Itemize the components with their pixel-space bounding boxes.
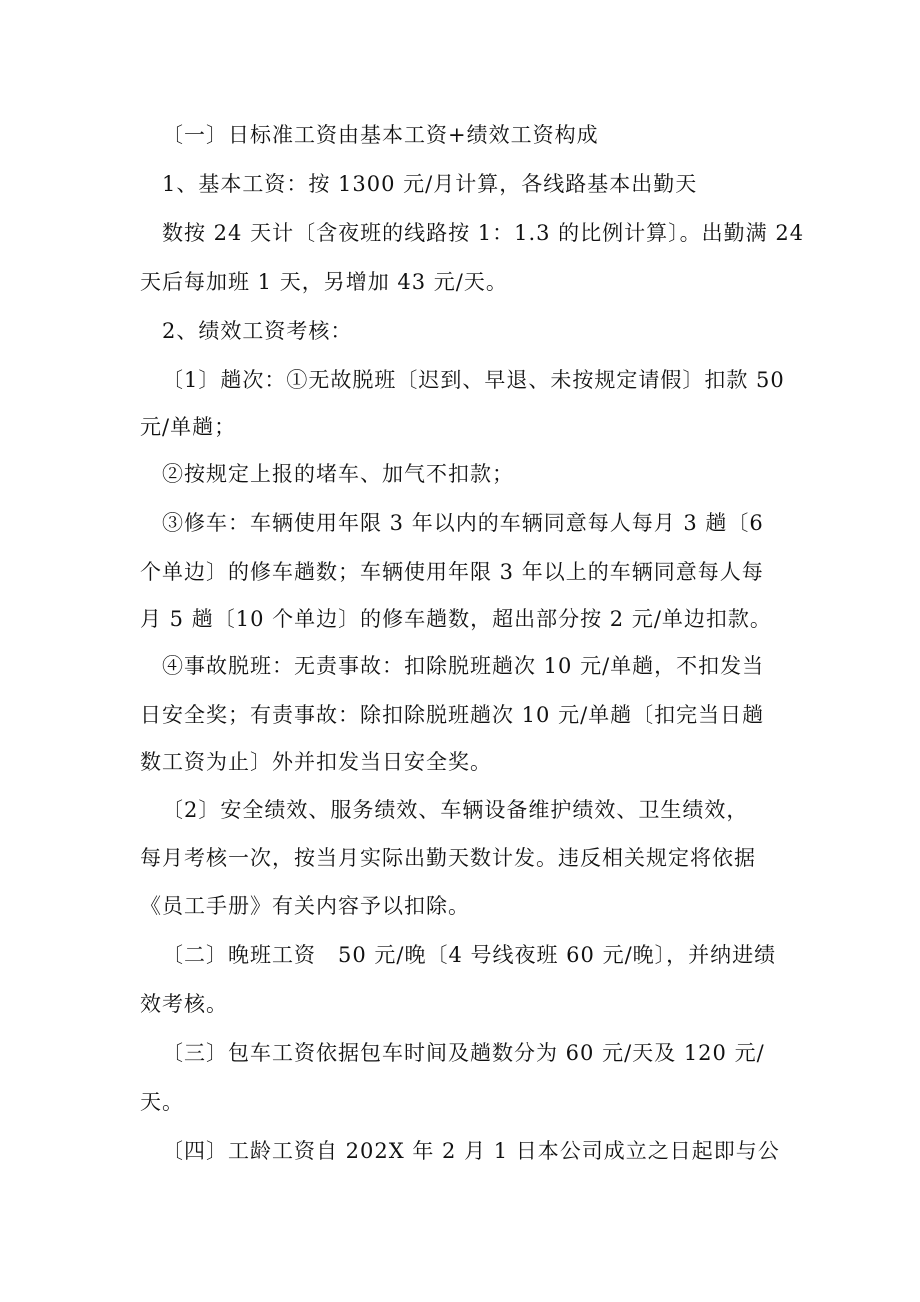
text-line: 〔一〕日标准工资由基本工资+绩效工资构成 [162,123,599,147]
text-line: 个单边〕的修车趟数；车辆使用年限 3 年以上的车辆同意每人每 [140,560,764,584]
text-line: 效考核。 [140,992,228,1016]
text-line: 2、绩效工资考核： [162,319,353,343]
text-line: ③修车：车辆使用年限 3 年以内的车辆同意每人每月 3 趟〔6 [162,511,764,535]
text-line: 日安全奖；有责事故：除扣除脱班趟次 10 元/单趟〔扣完当日趟 [140,703,765,727]
text-line: 〔四〕工龄工资自 202X 年 2 月 1 日本公司成立之日起即与公 [162,1139,780,1163]
text-line: 〔1〕趟次：①无故脱班〔迟到、早退、未按规定请假〕扣款 50 [162,368,785,392]
text-line: 数工资为止〕外并扣发当日安全奖。 [140,750,492,774]
text-line: 月 5 趟〔10 个单边〕的修车趟数，超出部分按 2 元/单边扣款。 [140,607,772,631]
text-line: ②按规定上报的堵车、加气不扣款； [162,462,514,486]
text-line: 〔二〕晚班工资 50 元/晚〔4 号线夜班 60 元/晚〕，并纳进绩 [162,943,777,967]
text-line: 〔2〕安全绩效、服务绩效、车辆设备维护绩效、卫生绩效， [162,798,749,822]
text-line: 元/单趟； [140,415,237,439]
text-line: 1、基本工资：按 1300 元/月计算，各线路基本出勤天 [162,172,698,196]
text-line: 《员工手册》有关内容予以扣除。 [140,894,470,918]
text-line: 天。 [140,1090,184,1114]
text-line: 数按 24 天计〔含夜班的线路按 1：1.3 的比例计算〕。出勤满 24 [162,221,805,245]
text-line: 天后每加班 1 天，另增加 43 元/天。 [140,270,508,294]
text-line: 〔三〕包车工资依据包车时间及趟数分为 60 元/天及 120 元/ [162,1041,765,1065]
text-line: ④事故脱班：无责事故：扣除脱班趟次 10 元/单趟，不扣发当 [162,654,765,678]
text-line: 每月考核一次，按当月实际出勤天数计发。违反相关规定将依据 [140,846,756,870]
